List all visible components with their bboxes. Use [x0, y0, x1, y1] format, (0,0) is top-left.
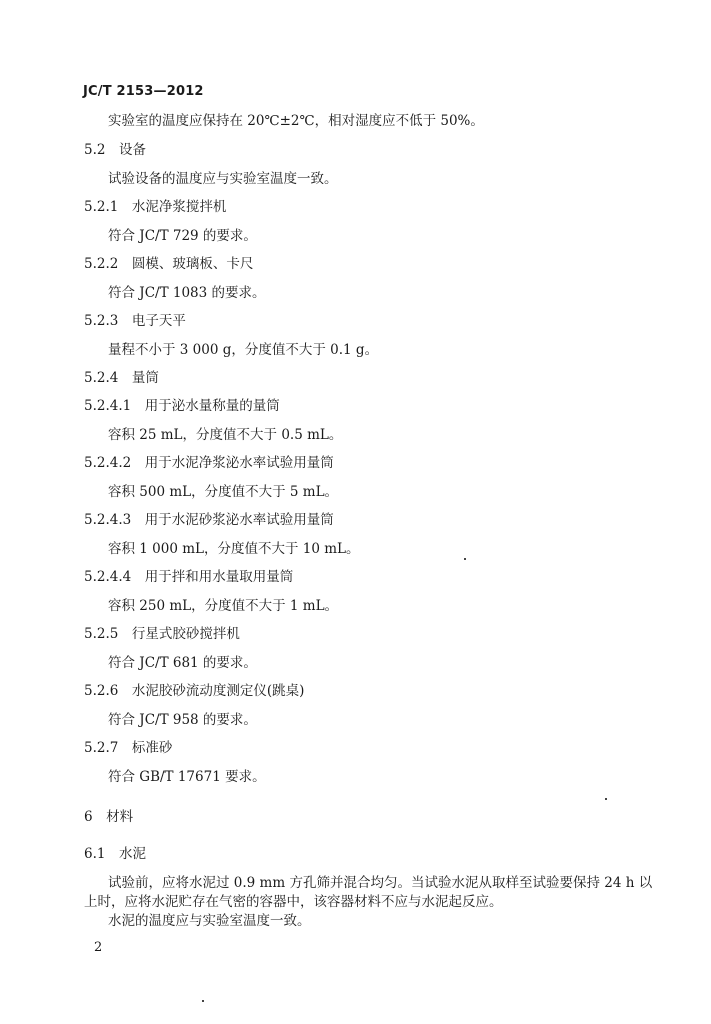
- section-5-2-1-text: 符合 JC/T 729 的要求。: [108, 228, 257, 244]
- section-5-2-4-4-heading: 5.2.4.4 用于拌和用水量取用量筒: [84, 569, 294, 585]
- section-6-heading: 6 材料: [84, 809, 134, 825]
- section-5-2-6-text: 符合 JC/T 958 的要求。: [108, 712, 257, 728]
- section-5-2-4-heading: 5.2.4 量筒: [84, 370, 159, 386]
- section-6-1-heading: 6.1 水泥: [84, 846, 146, 862]
- section-5-2-4-1-heading: 5.2.4.1 用于泌水量称量的量筒: [84, 398, 280, 414]
- section-5-2-4-2-text: 容积 500 mL，分度值不大于 5 mL。: [108, 484, 339, 500]
- section-5-2-4-4-text: 容积 250 mL，分度值不大于 1 mL。: [108, 598, 339, 614]
- section-5-2-4-1-text: 容积 25 mL，分度值不大于 0.5 mL。: [108, 427, 343, 443]
- scan-speck: [464, 558, 466, 560]
- section-5-2-6-heading: 5.2.6 水泥胶砂流动度测定仪(跳桌): [84, 683, 305, 699]
- lab-conditions-text: 实验室的温度应保持在 20℃±2℃，相对湿度应不低于 50%。: [108, 113, 484, 129]
- section-5-2-5-heading: 5.2.5 行星式胶砂搅拌机: [84, 626, 240, 642]
- cement-temperature-paragraph: 水泥的温度应与实验室温度一致。: [108, 913, 311, 929]
- section-5-2-3-heading: 5.2.3 电子天平: [84, 313, 186, 329]
- section-5-2-5-text: 符合 JC/T 681 的要求。: [108, 655, 257, 671]
- section-5-2-3-text: 量程不小于 3 000 g，分度值不大于 0.1 g。: [108, 342, 379, 358]
- section-5-2-7-heading: 5.2.7 标准砂: [84, 740, 173, 756]
- section-5-2-4-3-text: 容积 1 000 mL，分度值不大于 10 mL。: [108, 541, 360, 557]
- section-5-2-4-3-heading: 5.2.4.3 用于水泥砂浆泌水率试验用量筒: [84, 512, 334, 528]
- scan-speck: [605, 798, 607, 800]
- section-5-2-7-text: 符合 GB/T 17671 要求。: [108, 769, 266, 785]
- cement-preparation-paragraph: 试验前，应将水泥过 0.9 mm 方孔筛并混合均匀。当试验水泥从取样至试验要保持 24 h 以上时，应将水泥贮存在气密的容器中，该容器材料不应与水泥起反应。: [84, 875, 653, 910]
- section-5-2-1-heading: 5.2.1 水泥净浆搅拌机: [84, 199, 227, 215]
- standard-code-header: JC/T 2153—2012: [83, 84, 204, 99]
- section-5-2-2-heading: 5.2.2 圆模、玻璃板、卡尺: [84, 256, 254, 272]
- section-6-1-body: [84, 874, 659, 931]
- scan-speck: [202, 1000, 204, 1002]
- section-5-2-4-2-heading: 5.2.4.2 用于水泥净浆泌水率试验用量筒: [84, 455, 334, 471]
- section-5-2-2-text: 符合 JC/T 1083 的要求。: [108, 285, 266, 301]
- equipment-temperature-text: 试验设备的温度应与实验室温度一致。: [108, 171, 338, 187]
- section-5-2-heading: 5.2 设备: [84, 142, 146, 158]
- page-number: 2: [94, 940, 103, 955]
